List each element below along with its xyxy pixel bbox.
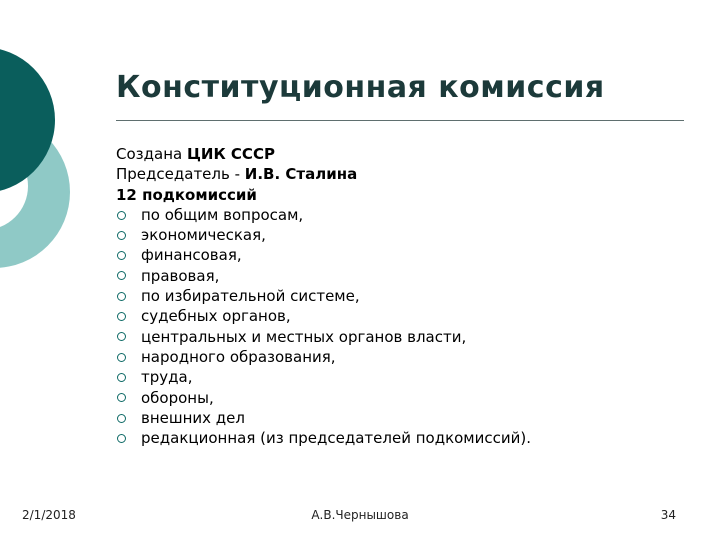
- bullet-circle-icon: [117, 231, 126, 240]
- list-item: народного образования,: [116, 347, 696, 367]
- page-number: 34: [660, 508, 676, 522]
- bullet-circle-icon: [117, 292, 126, 301]
- footer-date: 2/1/2018: [22, 508, 76, 522]
- subcommission-list: [116, 205, 696, 449]
- bullet-circle-icon: [117, 393, 126, 402]
- list-item: труда,: [116, 367, 696, 387]
- title-divider: [116, 120, 684, 121]
- list-item: редакционная (из председателей подкомиссий).: [116, 428, 696, 448]
- bullet-circle-icon: [117, 312, 126, 321]
- list-item: правовая,: [116, 266, 696, 286]
- bullet-circle-icon: [117, 353, 126, 362]
- created-label: Создана: [116, 145, 187, 163]
- list-item: экономическая,: [116, 225, 696, 245]
- list-item: финансовая,: [116, 245, 696, 265]
- bullet-circle-icon: [117, 251, 126, 260]
- slide-content: [116, 144, 696, 448]
- list-item: внешних дел: [116, 408, 696, 428]
- bullet-circle-icon: [117, 332, 126, 341]
- created-line: [116, 144, 696, 164]
- list-item: по избирательной системе,: [116, 286, 696, 306]
- chairman-value: И.В. Сталина: [244, 165, 358, 184]
- bullet-circle-icon: [117, 271, 126, 280]
- decorative-circles: [0, 0, 120, 300]
- created-value: ЦИК СССР: [186, 145, 275, 163]
- subcommissions-heading: 12 подкомиссий: [116, 185, 257, 204]
- bullet-circle-icon: [117, 211, 126, 220]
- chairman-label: Председатель -: [116, 165, 245, 184]
- chairman-line: [116, 164, 696, 184]
- footer-author: А.В.Чернышова: [311, 508, 409, 522]
- bullet-circle-icon: [117, 373, 126, 382]
- list-item: по общим вопросам,: [116, 205, 696, 225]
- list-item: центральных и местных органов власти,: [116, 327, 696, 347]
- slide-title: Конституционная комиссия: [116, 70, 605, 105]
- bullet-circle-icon: [117, 414, 126, 423]
- bullet-circle-icon: [117, 434, 126, 443]
- list-item: судебных органов,: [116, 306, 696, 326]
- list-item: обороны,: [116, 388, 696, 408]
